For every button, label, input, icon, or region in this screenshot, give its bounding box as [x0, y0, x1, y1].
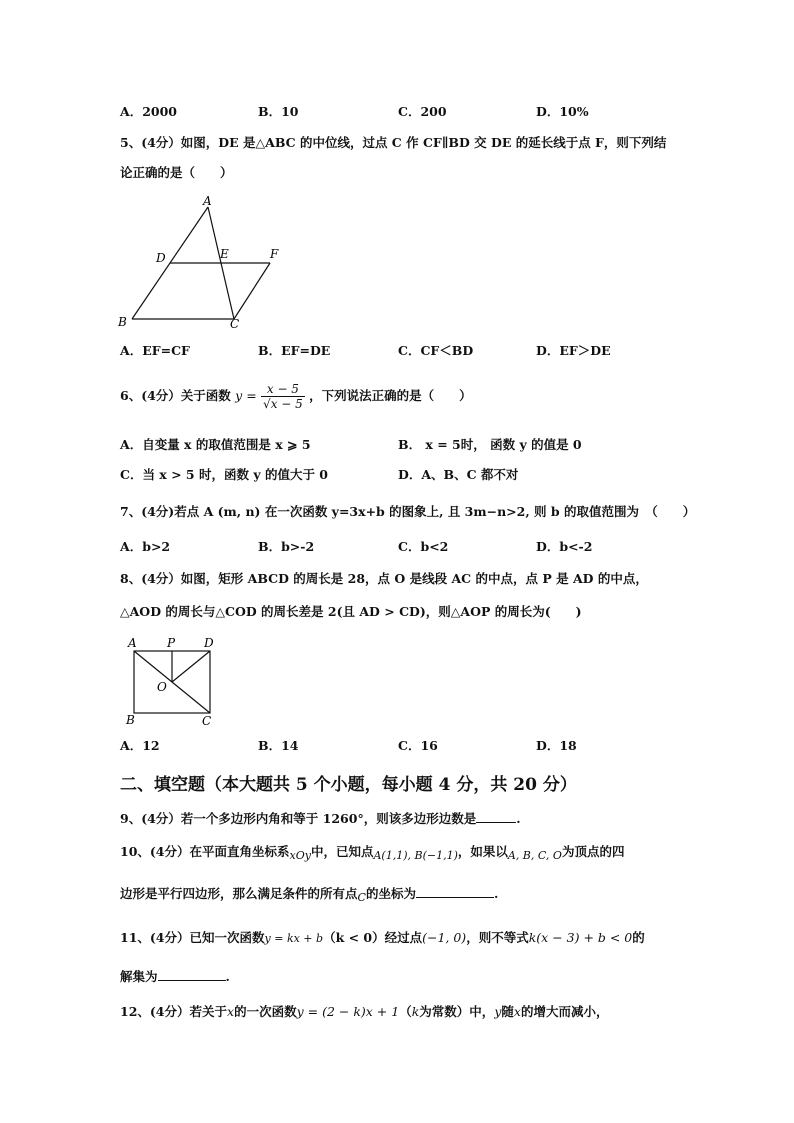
- q9-end: .: [516, 811, 521, 826]
- q8-stem-line2: △AOD 的周长与△COD 的周长差是 2(且 AD > CD)，则△AOP 的周长为( ): [120, 604, 582, 619]
- q5-stem-line1: 5、(4分）如图，DE 是△ABC 的中位线，过点 C 作 CF∥BD 交 DE 的延长线于点 F，则下列结: [120, 135, 667, 150]
- q6-option-d: D．A、B、C 都不对: [398, 467, 519, 482]
- q10-stem-line2: [120, 885, 498, 904]
- q5-option-a: A．EF=CF: [120, 343, 190, 358]
- q5-label-d: D: [156, 251, 166, 265]
- q6-suffix: ，下列说法正确的是（ ）: [309, 388, 472, 403]
- q5-option-b: B．EF=DE: [258, 343, 331, 358]
- q11-math-point: (−1, 0): [422, 930, 467, 945]
- q10-text-3: ，如果以: [457, 844, 508, 859]
- q7-option-c: C．b<2: [398, 539, 449, 554]
- q10-end: .: [493, 886, 499, 901]
- q11-math-func: y = kx + b: [264, 932, 324, 945]
- q8-stem-line1: 8、(4分）如图，矩形 ABCD 的周长是 28，点 O 是线段 AC 的中点，点 P 是 AD 的中点，: [120, 571, 648, 586]
- q12-math-func: y = (2 − k)x + 1: [296, 1004, 400, 1019]
- q11-answer-blank[interactable]: [158, 968, 226, 981]
- q10-answer-blank[interactable]: [416, 885, 494, 898]
- q6-fraction: [261, 382, 305, 411]
- q8-option-a: A．12: [120, 738, 160, 753]
- q10-text-6: 的坐标为: [365, 886, 416, 901]
- q8-label-p: P: [167, 636, 176, 650]
- q8-seg-od: [172, 651, 210, 682]
- q10-math-xoy: xOy: [289, 849, 311, 862]
- q6-fraction-numerator: x − 5: [261, 382, 305, 397]
- q4-option-a: A．2000: [120, 104, 177, 119]
- q6-func-lhs: y =: [235, 388, 257, 403]
- q8-figure: [124, 634, 224, 728]
- q9-text: 9、(4分）若一个多边形内角和等于 1260°，则该多边形边数是: [120, 811, 477, 826]
- q6-prefix: 6、(4分）关于函数: [120, 388, 236, 403]
- q5-label-f: F: [270, 247, 279, 261]
- q8-label-o: O: [157, 680, 167, 694]
- q8-label-c: C: [202, 714, 212, 728]
- q12-math-x1: x: [227, 1004, 235, 1019]
- q7-option-a: A．b>2: [120, 539, 171, 554]
- q10-math-points: A(1,1), B(−1,1): [373, 849, 458, 862]
- q11-text-3: ，则不等式: [466, 930, 529, 945]
- q8-option-c: C．16: [398, 738, 438, 753]
- q5-option-c: C．CF＜BD: [398, 343, 474, 358]
- q11-end: .: [225, 969, 230, 984]
- q11-text-5: 解集为: [120, 969, 158, 984]
- q5-label-e: E: [220, 247, 229, 261]
- q5-option-d: D．EF＞DE: [536, 343, 611, 358]
- q12-text-1: 12、(4分）若关于: [120, 1004, 228, 1019]
- q4-option-d: D．10%: [536, 104, 589, 119]
- q12-stem-line1: [120, 1003, 608, 1021]
- q12-text-6: 的增大而减小，: [520, 1004, 609, 1019]
- q6-option-b: B． x = 5时， 函数 y 的值是 0: [398, 437, 582, 452]
- q8-label-a: A: [128, 636, 137, 650]
- q10-math-c: C: [357, 891, 366, 904]
- q12-math-x2: x: [513, 1004, 521, 1019]
- q5-label-b: B: [118, 315, 127, 329]
- q8-option-b: B．14: [258, 738, 299, 753]
- q11-text-2: （k < 0）经过点: [323, 930, 423, 945]
- q9-answer-blank[interactable]: [476, 810, 516, 823]
- q4-option-c: C．200: [398, 104, 447, 119]
- q11-stem-line2: [120, 968, 230, 986]
- q7-option-d: D．b<-2: [536, 539, 593, 554]
- q6-fraction-denominator: √x − 5: [263, 397, 303, 411]
- section-heading-fill-in: 二、填空题（本大题共 5 个小题，每小题 4 分，共 20 分）: [120, 775, 577, 795]
- q8-label-b: B: [126, 713, 135, 727]
- q7-option-b: B．b>-2: [258, 539, 315, 554]
- q10-math-vertices: A, B, C, O: [507, 849, 562, 862]
- q10-text-5: 边形是平行四边形，那么满足条件的所有点: [120, 886, 358, 901]
- q8-option-d: D．18: [536, 738, 577, 753]
- q6-stem: [120, 379, 472, 413]
- q11-text-1: 11、(4分）已知一次函数: [120, 930, 265, 945]
- q11-math-inequality: k(x − 3) + b < 0: [528, 930, 633, 945]
- q4-option-b: B．10: [258, 104, 299, 119]
- q11-stem-line1: [120, 929, 645, 948]
- q12-math-y: y: [494, 1004, 502, 1019]
- q10-text-1: 10、(4分）在平面直角坐标系: [120, 844, 290, 859]
- q10-stem-line1: [120, 843, 624, 862]
- q6-option-c: C．当 x > 5 时，函数 y 的值大于 0: [120, 467, 328, 482]
- q6-option-a: A．自变量 x 的取值范围是 x ⩾ 5: [120, 437, 311, 452]
- q5-seg-cf: [234, 263, 270, 319]
- q10-text-4: 为顶点的四: [561, 844, 625, 859]
- q12-text-4: 为常数）中，: [419, 1004, 495, 1019]
- q5-stem-line2: 论正确的是（ ）: [120, 165, 233, 180]
- q8-label-d: D: [204, 636, 214, 650]
- q5-figure: [114, 192, 294, 332]
- q7-stem: 7、(4分)若点 A (m, n) 在一次函数 y=3x+b 的图象上, 且 3m−n>2, 则 b 的取值范围为 （ ）: [120, 504, 696, 519]
- q12-text-3: （: [399, 1004, 412, 1019]
- q9-stem: [120, 810, 521, 828]
- q11-text-4: 的: [632, 930, 645, 945]
- q10-text-2: 中，已知点: [310, 844, 374, 859]
- q5-label-a: A: [203, 194, 212, 208]
- q5-label-c: C: [230, 317, 240, 331]
- q12-math-k: k: [411, 1004, 420, 1019]
- q12-text-2: 的一次函数: [234, 1004, 297, 1019]
- q12-text-5: 随: [501, 1004, 514, 1019]
